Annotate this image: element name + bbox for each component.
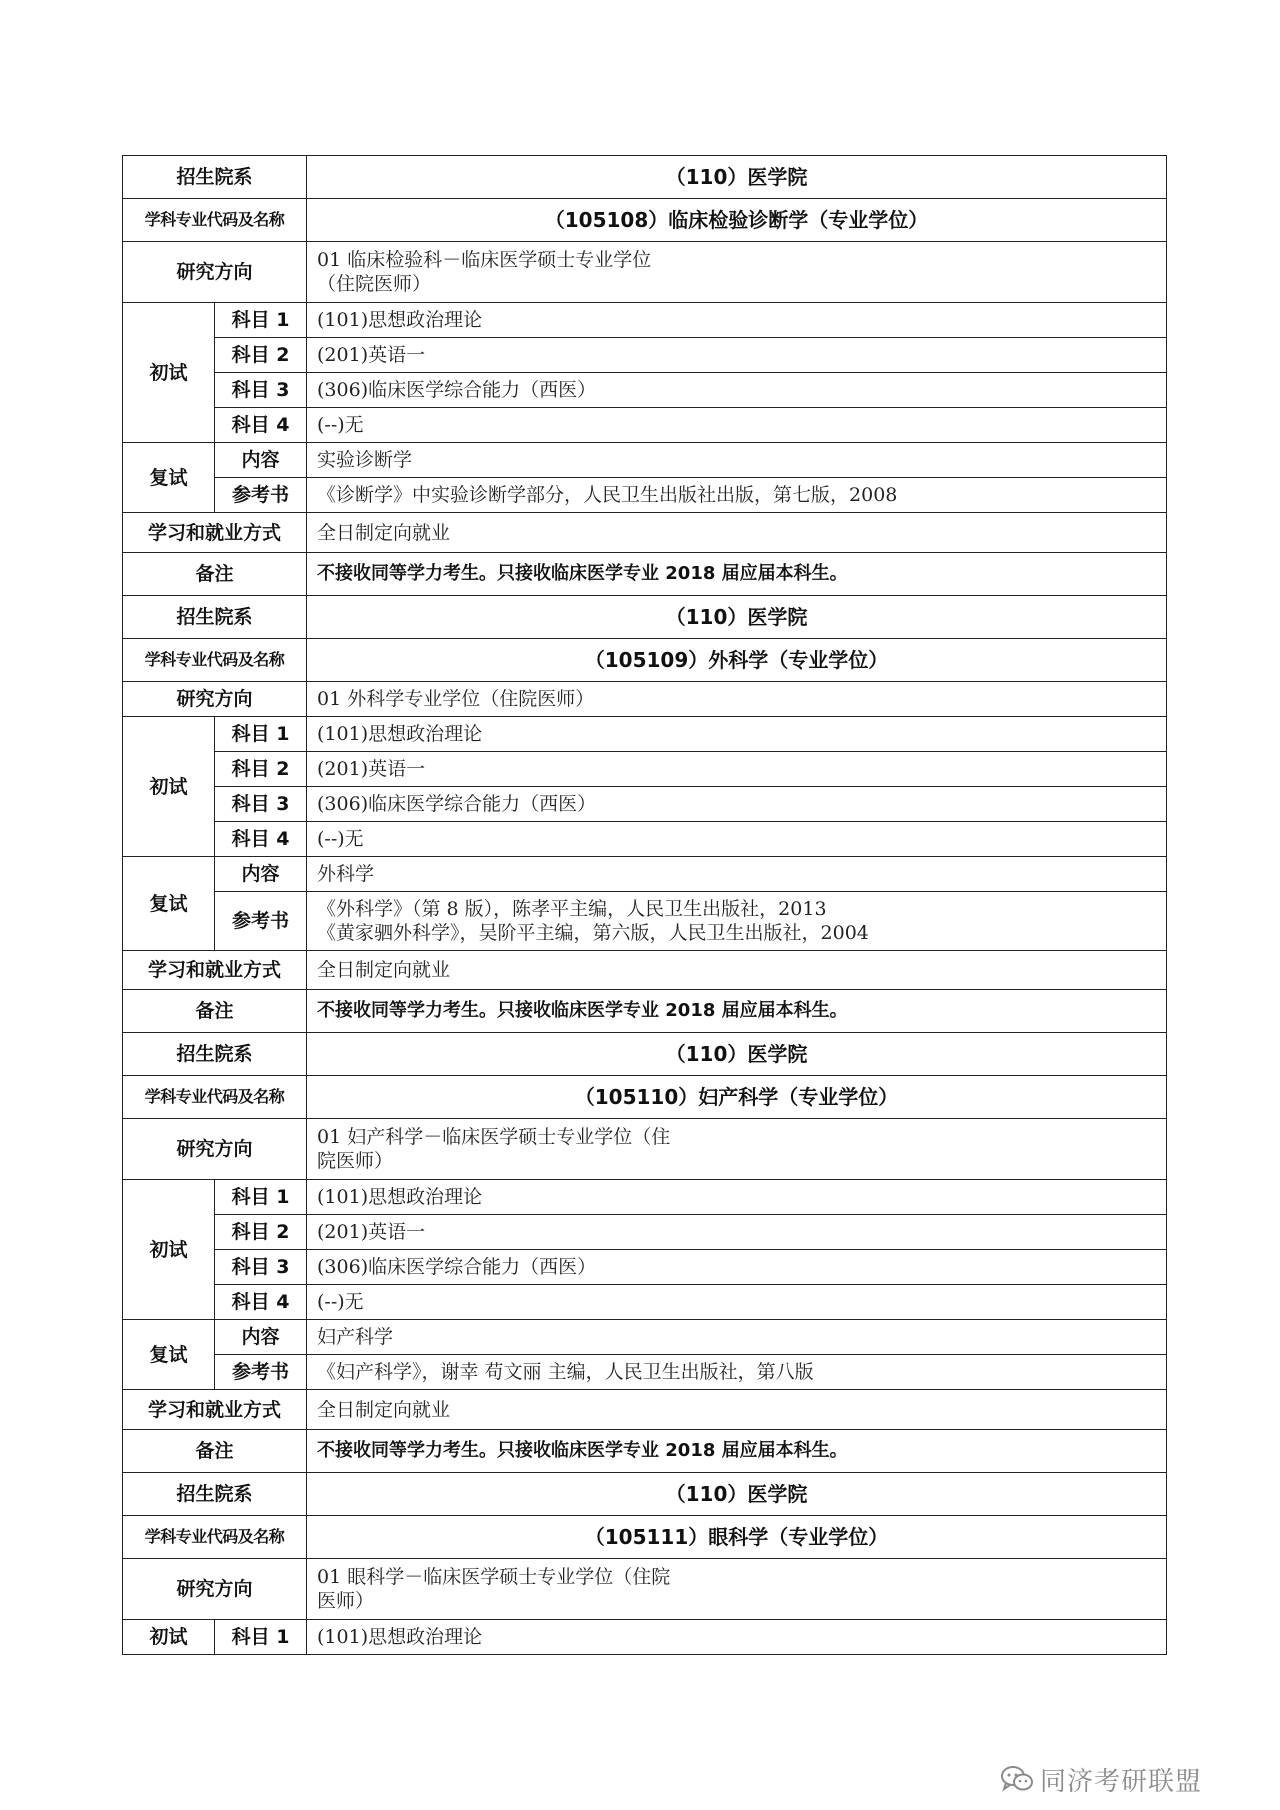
major-label: 学科专业代码及名称 [123,1516,307,1559]
initial-exam-label: 初试 [123,303,215,443]
table-row [123,1076,1167,1119]
subject4-value: (--)无 [307,408,1167,443]
study-mode-label: 学习和就业方式 [123,513,307,553]
table-row [123,1620,1167,1655]
subject1-label: 科目 1 [215,1180,307,1215]
dept-value: （110）医学院 [307,1473,1167,1516]
direction-value: 01 妇产科学－临床医学硕士专业学位（住 院医师） [307,1119,1167,1180]
dept-label: 招生院系 [123,1033,307,1076]
content-label: 内容 [215,857,307,892]
table-row [123,1119,1167,1180]
table-row [123,1559,1167,1620]
table-row [123,1320,1167,1355]
dept-label: 招生院系 [123,156,307,199]
retest-label: 复试 [123,857,215,951]
study-mode-value: 全日制定向就业 [307,951,1167,990]
direction-label: 研究方向 [123,1119,307,1180]
table-row [123,1355,1167,1390]
table-row [123,1430,1167,1473]
retest-label: 复试 [123,443,215,513]
dept-label: 招生院系 [123,596,307,639]
table-row [123,857,1167,892]
content-label: 内容 [215,443,307,478]
table-row [123,303,1167,338]
study-mode-value: 全日制定向就业 [307,513,1167,553]
major-value: （105110）妇产科学（专业学位） [307,1076,1167,1119]
content-value: 妇产科学 [307,1320,1167,1355]
refbook-label: 参考书 [215,478,307,513]
subject3-value: (306)临床医学综合能力（西医） [307,1250,1167,1285]
subject1-value: (101)思想政治理论 [307,717,1167,752]
table-row [123,682,1167,717]
direction-label: 研究方向 [123,242,307,303]
dept-label: 招生院系 [123,1473,307,1516]
table-row [123,478,1167,513]
table-row [123,408,1167,443]
direction-label: 研究方向 [123,682,307,717]
table-row [123,1180,1167,1215]
direction-value: 01 外科学专业学位（住院医师） [307,682,1167,717]
wechat-icon [1000,1764,1034,1794]
major-value: （105111）眼科学（专业学位） [307,1516,1167,1559]
study-mode-label: 学习和就业方式 [123,951,307,990]
subject1-value: (101)思想政治理论 [307,303,1167,338]
direction-label: 研究方向 [123,1559,307,1620]
major-value: （105108）临床检验诊断学（专业学位） [307,199,1167,242]
table-row [123,156,1167,199]
initial-exam-label: 初试 [123,1180,215,1320]
subject3-value: (306)临床医学综合能力（西医） [307,787,1167,822]
table-row [123,596,1167,639]
table-row [123,242,1167,303]
subject1-label: 科目 1 [215,717,307,752]
content-value: 实验诊断学 [307,443,1167,478]
subject2-value: (201)英语一 [307,752,1167,787]
refbook-value: 《诊断学》中实验诊断学部分，人民卫生出版社出版，第七版，2008 [307,478,1167,513]
subject2-label: 科目 2 [215,752,307,787]
direction-value: 01 眼科学－临床医学硕士专业学位（住院 医师） [307,1559,1167,1620]
remark-label: 备注 [123,1430,307,1473]
subject4-value: (--)无 [307,1285,1167,1320]
subject3-label: 科目 3 [215,1250,307,1285]
major-label: 学科专业代码及名称 [123,1076,307,1119]
dept-value: （110）医学院 [307,596,1167,639]
watermark-text: 同济考研联盟 [1040,1766,1203,1797]
remark-value: 不接收同等学力考生。只接收临床医学专业 2018 届应届本科生。 [307,990,1167,1033]
table-row [123,1390,1167,1430]
study-mode-label: 学习和就业方式 [123,1390,307,1430]
table-row [123,1250,1167,1285]
watermark [1000,1762,1202,1796]
subject2-label: 科目 2 [215,338,307,373]
subject1-value: (101)思想政治理论 [307,1620,1167,1655]
table-row [123,639,1167,682]
dept-value: （110）医学院 [307,156,1167,199]
subject4-label: 科目 4 [215,408,307,443]
remark-value: 不接收同等学力考生。只接收临床医学专业 2018 届应届本科生。 [307,1430,1167,1473]
subject4-value: (--)无 [307,822,1167,857]
refbook-label: 参考书 [215,1355,307,1390]
remark-value: 不接收同等学力考生。只接收临床医学专业 2018 届应届本科生。 [307,553,1167,596]
subject2-value: (201)英语一 [307,1215,1167,1250]
table-row [123,1473,1167,1516]
retest-label: 复试 [123,1320,215,1390]
remark-label: 备注 [123,990,307,1033]
content-value: 外科学 [307,857,1167,892]
table-row [123,951,1167,990]
table-row [123,199,1167,242]
subject4-label: 科目 4 [215,822,307,857]
refbook-value: 《妇产科学》，谢幸 苟文丽 主编，人民卫生出版社，第八版 [307,1355,1167,1390]
table-row [123,892,1167,951]
table-row [123,373,1167,408]
major-label: 学科专业代码及名称 [123,639,307,682]
table-row [123,717,1167,752]
subject1-value: (101)思想政治理论 [307,1180,1167,1215]
subject3-value: (306)临床医学综合能力（西医） [307,373,1167,408]
major-label: 学科专业代码及名称 [123,199,307,242]
subject4-label: 科目 4 [215,1285,307,1320]
table-row [123,1033,1167,1076]
direction-value: 01 临床检验科－临床医学硕士专业学位 （住院医师） [307,242,1167,303]
table-row [123,1516,1167,1559]
subject3-label: 科目 3 [215,787,307,822]
refbook-label: 参考书 [215,892,307,951]
table-row [123,1215,1167,1250]
table-row [123,1285,1167,1320]
table-row [123,787,1167,822]
study-mode-value: 全日制定向就业 [307,1390,1167,1430]
major-value: （105109）外科学（专业学位） [307,639,1167,682]
table-row [123,443,1167,478]
table-row [123,338,1167,373]
dept-value: （110）医学院 [307,1033,1167,1076]
subject1-label: 科目 1 [215,303,307,338]
table-row [123,752,1167,787]
admissions-table [122,155,1167,1655]
refbook-value: 《外科学》（第 8 版），陈孝平主编，人民卫生出版社，2013 《黄家驷外科学》，吴阶平主编，第六版，人民卫生出版社，2004 [307,892,1167,951]
initial-exam-label: 初试 [123,1620,215,1655]
subject2-value: (201)英语一 [307,338,1167,373]
content-label: 内容 [215,1320,307,1355]
subject2-label: 科目 2 [215,1215,307,1250]
table-row [123,822,1167,857]
table-row [123,990,1167,1033]
initial-exam-label: 初试 [123,717,215,857]
table-row [123,513,1167,553]
table-row [123,553,1167,596]
remark-label: 备注 [123,553,307,596]
subject1-label: 科目 1 [215,1620,307,1655]
subject3-label: 科目 3 [215,373,307,408]
